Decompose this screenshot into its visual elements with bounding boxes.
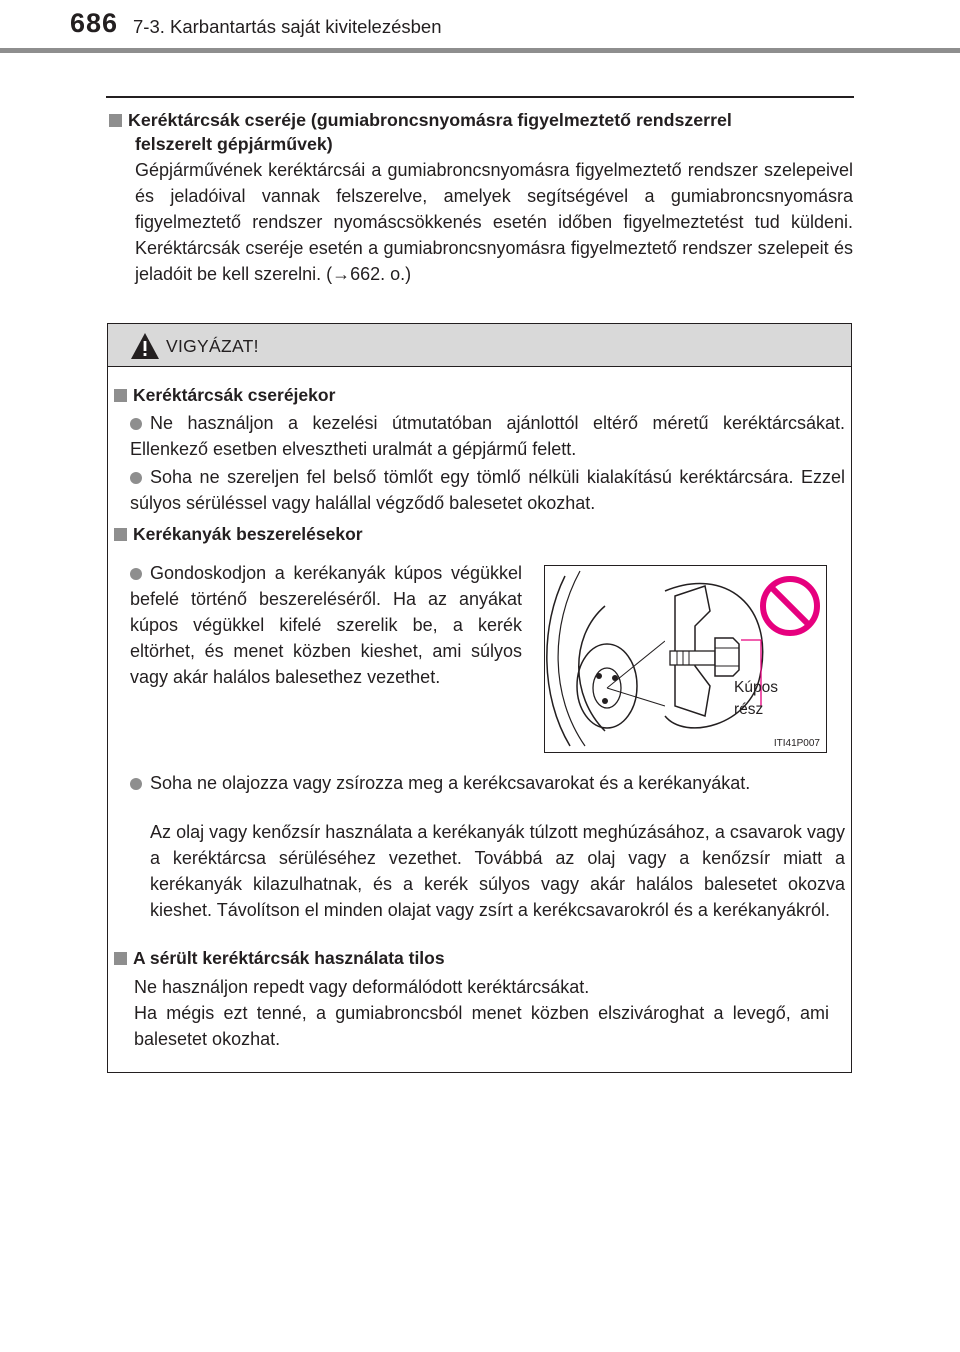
- wheel-nut-illustration: [545, 566, 825, 751]
- caution-item-text: Ne használjon a kezelési útmutatóban ajánlottól eltérő méretű keréktárcsákat. Ellenkező esetben elvesztheti uralmát a gépjármű felett.: [130, 413, 845, 459]
- subheading-square-icon: [114, 528, 127, 541]
- caution-title: VIGYÁZAT!: [166, 336, 259, 356]
- section-title-line1: Keréktárcsák cseréje (gumiabroncsnyomásra figyelmeztető rendszerrel: [128, 110, 732, 130]
- figure-callout-label: [734, 677, 778, 721]
- subheading-label: A sérült keréktárcsák használata tilos: [133, 948, 445, 968]
- wheel-nut-figure: [544, 565, 827, 753]
- caution-item-text: Soha ne szereljen fel belső tömlőt egy tömlő nélküli kialakítású keréktárcsára. Ezzel súlyos sérüléssel vagy halállal végződő balesetet okozhat.: [130, 467, 845, 513]
- caution-item-continuation: Az olaj vagy kenőzsír használata a kerékanyák túlzott meghúzásához, a csavarok vagy a keréktárcsa sérüléséhez vezethet. Továbbá az olaj vagy a kenőzsír miatt a kerékanyák kilazulhatnak, és a kerék súlyos vagy akár halálos balesetet okozva kieshet. Távolítson el minden olajat vagy zsírt a kerékcsavarokról és a kerékanyákról.: [150, 822, 845, 920]
- subheading-label: Kerékanyák beszerelésekor: [133, 524, 363, 544]
- callout-line1: Kúpos: [734, 679, 778, 696]
- caution-item: Ha mégis ezt tenné, a gumiabroncsból menet közben elszivároghat a levegő, ami balesetet okozhat.: [134, 1003, 829, 1049]
- bullet-icon: [130, 778, 142, 790]
- section-rule: [106, 96, 854, 98]
- figure-code: ITI41P007: [773, 738, 820, 749]
- page-number: 686: [70, 8, 119, 38]
- warning-triangle-icon: [130, 332, 160, 360]
- caution-item: [130, 464, 845, 516]
- section-title-line2: felszerelt gépjárművek): [135, 134, 333, 154]
- chapter-title: 7-3. Karbantartás saját kivitelezésben: [133, 16, 442, 37]
- caution-item-text: Gondoskodjon a kerékanyák kúpos végükkel befelé történő beszereléséről. Ha az anyákat kúpos végükkel kifelé szerelik be, a kerék eltörhet, és menet közben kieshet, ami súlyos vagy akár halálos balesethez vezethet.: [130, 563, 522, 687]
- caution-item: Ne használjon repedt vagy deformálódott keréktárcsákat.: [134, 977, 590, 997]
- caution-item-text: Soha ne olajozza vagy zsírozza meg a kerékcsavarokat és a kerékanyákat.: [150, 773, 751, 793]
- caution-item: [130, 560, 522, 690]
- section-square-icon: [109, 114, 122, 127]
- subheading-square-icon: [114, 389, 127, 402]
- subheading-square-icon: [114, 952, 127, 965]
- caution-subheading-3: [114, 948, 445, 969]
- caution-subheading-1: [114, 385, 335, 406]
- bullet-icon: [130, 568, 142, 580]
- caution-item: [130, 770, 845, 796]
- bullet-icon: [130, 418, 142, 430]
- section-title: [109, 108, 854, 156]
- bullet-icon: [130, 472, 142, 484]
- caution-header: [108, 324, 851, 367]
- caution-box: [107, 323, 852, 1073]
- callout-line2: rész: [734, 701, 764, 718]
- subheading-label: Keréktárcsák cseréjekor: [133, 385, 336, 405]
- header-rule: [0, 48, 960, 53]
- section-body: Gépjárművének keréktárcsái a gumiabroncsnyomásra figyelmeztető rendszer szelepeivel és jeladóival vannak felszerelve, amelyek segítségével a gumiabroncsnyomásra figyelmeztető rendszer nyomáscsökkenés esetén időben figyelmeztetést tud küldeni. Keréktárcsák cseréje esetén a gumiabroncsnyomásra figyelmeztető rendszer szelepeit és jeladóit be kell szerelni. (→662. o.): [135, 160, 853, 284]
- caution-item: [130, 410, 845, 462]
- caution-subheading-2: [114, 524, 363, 545]
